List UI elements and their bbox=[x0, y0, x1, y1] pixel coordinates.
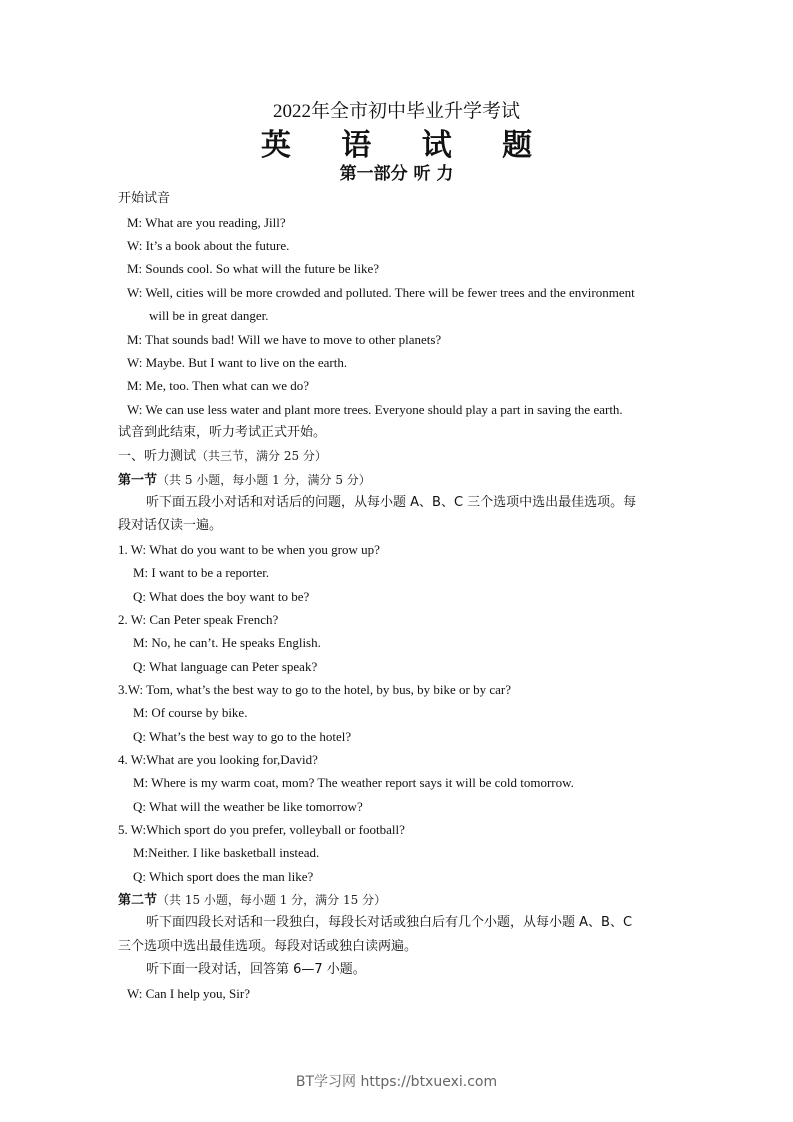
trial-line: W: We can use less water and plant more trees. Everyone should play a part in saving the earth. bbox=[127, 402, 623, 417]
section-one-heading bbox=[118, 447, 327, 465]
q1-w: 1. W: What do you want to be when you grow up? bbox=[118, 542, 380, 557]
q1-m: M: I want to be a reporter. bbox=[133, 565, 270, 580]
q5-w: 5. W:Which sport do you prefer, volleyball or football? bbox=[118, 822, 405, 837]
q5-q: Q: Which sport does the man like? bbox=[133, 869, 314, 884]
q1-q: Q: What does the boy want to be? bbox=[133, 589, 310, 604]
trial-label: 开始试音 bbox=[118, 191, 171, 206]
q4-w: 4. W:What are you looking for,David? bbox=[118, 752, 318, 767]
q2-m: M: No, he can’t. He speaks English. bbox=[133, 635, 321, 650]
q3-w: 3.W: Tom, what’s the best way to go to the hotel, by bus, by bike or by car? bbox=[118, 682, 511, 697]
trial-line: will be in great danger. bbox=[149, 308, 269, 323]
part1-heading bbox=[118, 471, 371, 489]
trial-line: W: It’s a book about the future. bbox=[127, 238, 290, 253]
trial-line: M: What are you reading, Jill? bbox=[127, 215, 286, 230]
part1-instruction: 听下面五段小对话和对话后的问题，从每小题 A、B、C 三个选项中选出最佳选项。每 bbox=[146, 495, 637, 510]
part-title: 第一部分 听 力 bbox=[339, 164, 454, 184]
section-one-note: （共三节，满分 25 分） bbox=[196, 449, 327, 463]
trial-line: M: Me, too. Then what can we do? bbox=[127, 378, 310, 393]
part2-instruction: 听下面四段长对话和一段独白，每段长对话或独白后有几个小题，从每小题 A、B、C bbox=[146, 915, 633, 930]
q4-m: M: Where is my warm coat, mom? The weather report says it will be cold tomorrow. bbox=[133, 775, 574, 790]
trial-line: M: That sounds bad! Will we have to move to other planets? bbox=[127, 332, 442, 347]
part2-instruction-cont: 三个选项中选出最佳选项。每段对话或独白读两遍。 bbox=[118, 939, 418, 954]
part1-instruction-cont: 段对话仅读一遍。 bbox=[118, 518, 223, 533]
q2-w: 2. W: Can Peter speak French? bbox=[118, 612, 279, 627]
q3-m: M: Of course by bike. bbox=[133, 705, 248, 720]
trial-end-note: 试音到此结束，听力考试正式开始。 bbox=[118, 425, 327, 440]
q5-m: M:Neither. I like basketball instead. bbox=[133, 845, 320, 860]
exam-title: 2022年全市初中毕业升学考试 bbox=[272, 101, 520, 122]
subject-title: 英 语 试 题 bbox=[260, 128, 553, 163]
q3-q: Q: What’s the best way to go to the hotel? bbox=[133, 729, 352, 744]
part2-sub-instruction: 听下面一段对话，回答第 6—7 小题。 bbox=[146, 962, 366, 977]
watermark: BT学习网 https://btxuexi.com bbox=[295, 1074, 498, 1090]
trial-line: W: Maybe. But I want to live on the earth. bbox=[127, 355, 348, 370]
part2-note: （共 15 小题，每小题 1 分，满分 15 分） bbox=[157, 893, 387, 907]
part2-title: 第二节 bbox=[118, 893, 158, 908]
trial-line: M: Sounds cool. So what will the future be like? bbox=[127, 261, 380, 276]
part1-note: （共 5 小题，每小题 1 分，满分 5 分） bbox=[157, 473, 371, 487]
section-one-title: 一、听力测试 bbox=[118, 449, 197, 464]
part1-title: 第一节 bbox=[118, 473, 158, 488]
q4-q: Q: What will the weather be like tomorrow? bbox=[133, 799, 363, 814]
q2-q: Q: What language can Peter speak? bbox=[133, 659, 318, 674]
part2-heading bbox=[118, 891, 386, 909]
trial-line: W: Well, cities will be more crowded and polluted. There will be fewer trees and the environment bbox=[127, 285, 635, 300]
part2-first-line: W: Can I help you, Sir? bbox=[127, 986, 250, 1001]
